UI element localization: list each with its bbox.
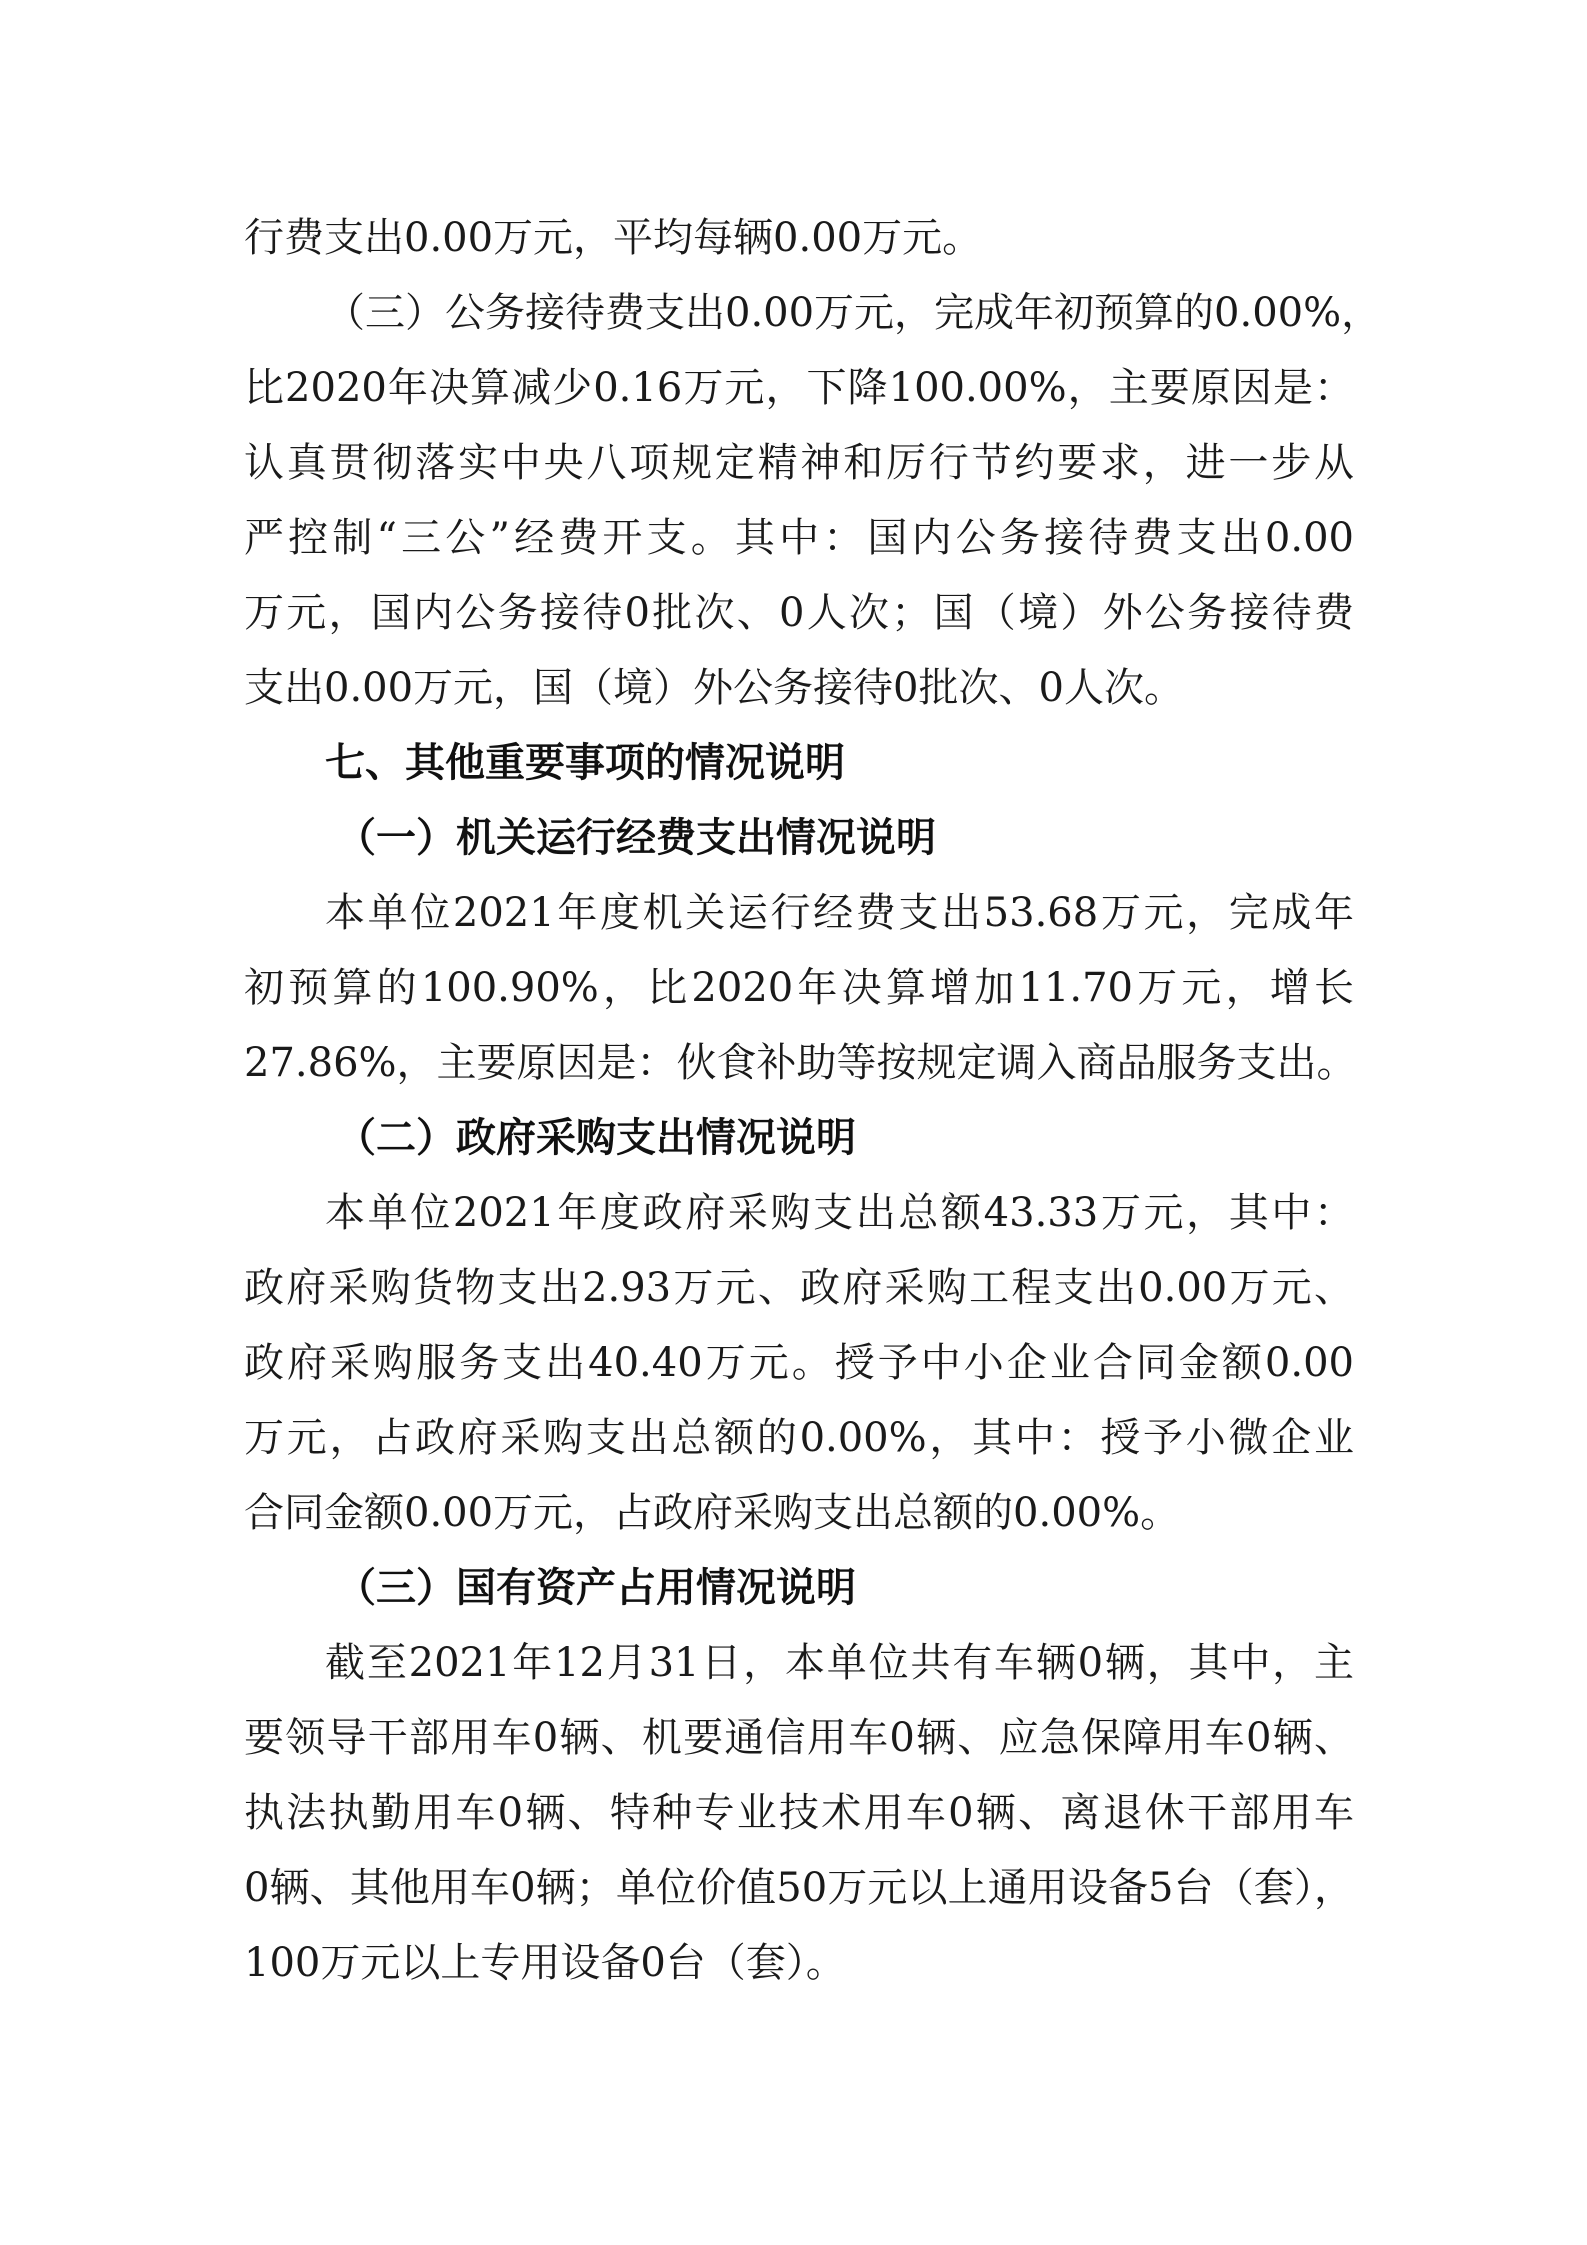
paragraph-line: 比2020年决算减少0.16万元，下降100.00%，主要原因是： (244, 365, 1354, 411)
paragraph-line: 100万元以上专用设备0台（套）。 (244, 1940, 846, 1986)
subsection-heading: （三）国有资产占用情况说明 (336, 1565, 856, 1611)
paragraph-line: 本单位2021年度政府采购支出总额43.33万元，其中： (325, 1190, 1354, 1236)
paragraph-line: 认真贯彻落实中央八项规定精神和厉行节约要求，进一步从 (244, 440, 1354, 486)
paragraph-line: 0辆、其他用车0辆；单位价值50万元以上通用设备5台（套）， (244, 1865, 1354, 1911)
subsection-heading: （二）政府采购支出情况说明 (336, 1115, 856, 1161)
paragraph-line: 27.86%，主要原因是：伙食补助等按规定调入商品服务支出。 (244, 1040, 1357, 1086)
paragraph-line: 万元，国内公务接待0批次、0人次；国（境）外公务接待费 (244, 590, 1354, 636)
subsection-heading: （一）机关运行经费支出情况说明 (336, 815, 936, 861)
paragraph-line: 截至2021年12月31日，本单位共有车辆0辆，其中，主 (325, 1640, 1354, 1686)
paragraph-line: 政府采购货物支出2.93万元、政府采购工程支出0.00万元、 (244, 1265, 1354, 1311)
paragraph-line: 万元，占政府采购支出总额的0.00%，其中：授予小微企业 (244, 1415, 1354, 1461)
paragraph-line: 合同金额0.00万元，占政府采购支出总额的0.00%。 (244, 1490, 1181, 1536)
paragraph-line: 要领导干部用车0辆、机要通信用车0辆、应急保障用车0辆、 (244, 1715, 1354, 1761)
paragraph-line: 行费支出0.00万元，平均每辆0.00万元。 (244, 215, 983, 261)
paragraph-line: 执法执勤用车0辆、特种专业技术用车0辆、离退休干部用车 (244, 1790, 1354, 1836)
paragraph-line: 本单位2021年度机关运行经费支出53.68万元，完成年 (325, 890, 1354, 936)
paragraph-line: 支出0.00万元，国（境）外公务接待0批次、0人次。 (244, 665, 1184, 711)
section-heading: 七、其他重要事项的情况说明 (325, 740, 845, 786)
paragraph-line: 严控制“三公”经费开支。其中：国内公务接待费支出0.00 (244, 515, 1354, 561)
paragraph-line: 政府采购服务支出40.40万元。授予中小企业合同金额0.00 (244, 1340, 1354, 1386)
paragraph-line: 初预算的100.90%，比2020年决算增加11.70万元，增长 (244, 965, 1354, 1011)
paragraph-line: （三）公务接待费支出0.00万元，完成年初预算的0.00%， (325, 290, 1382, 336)
